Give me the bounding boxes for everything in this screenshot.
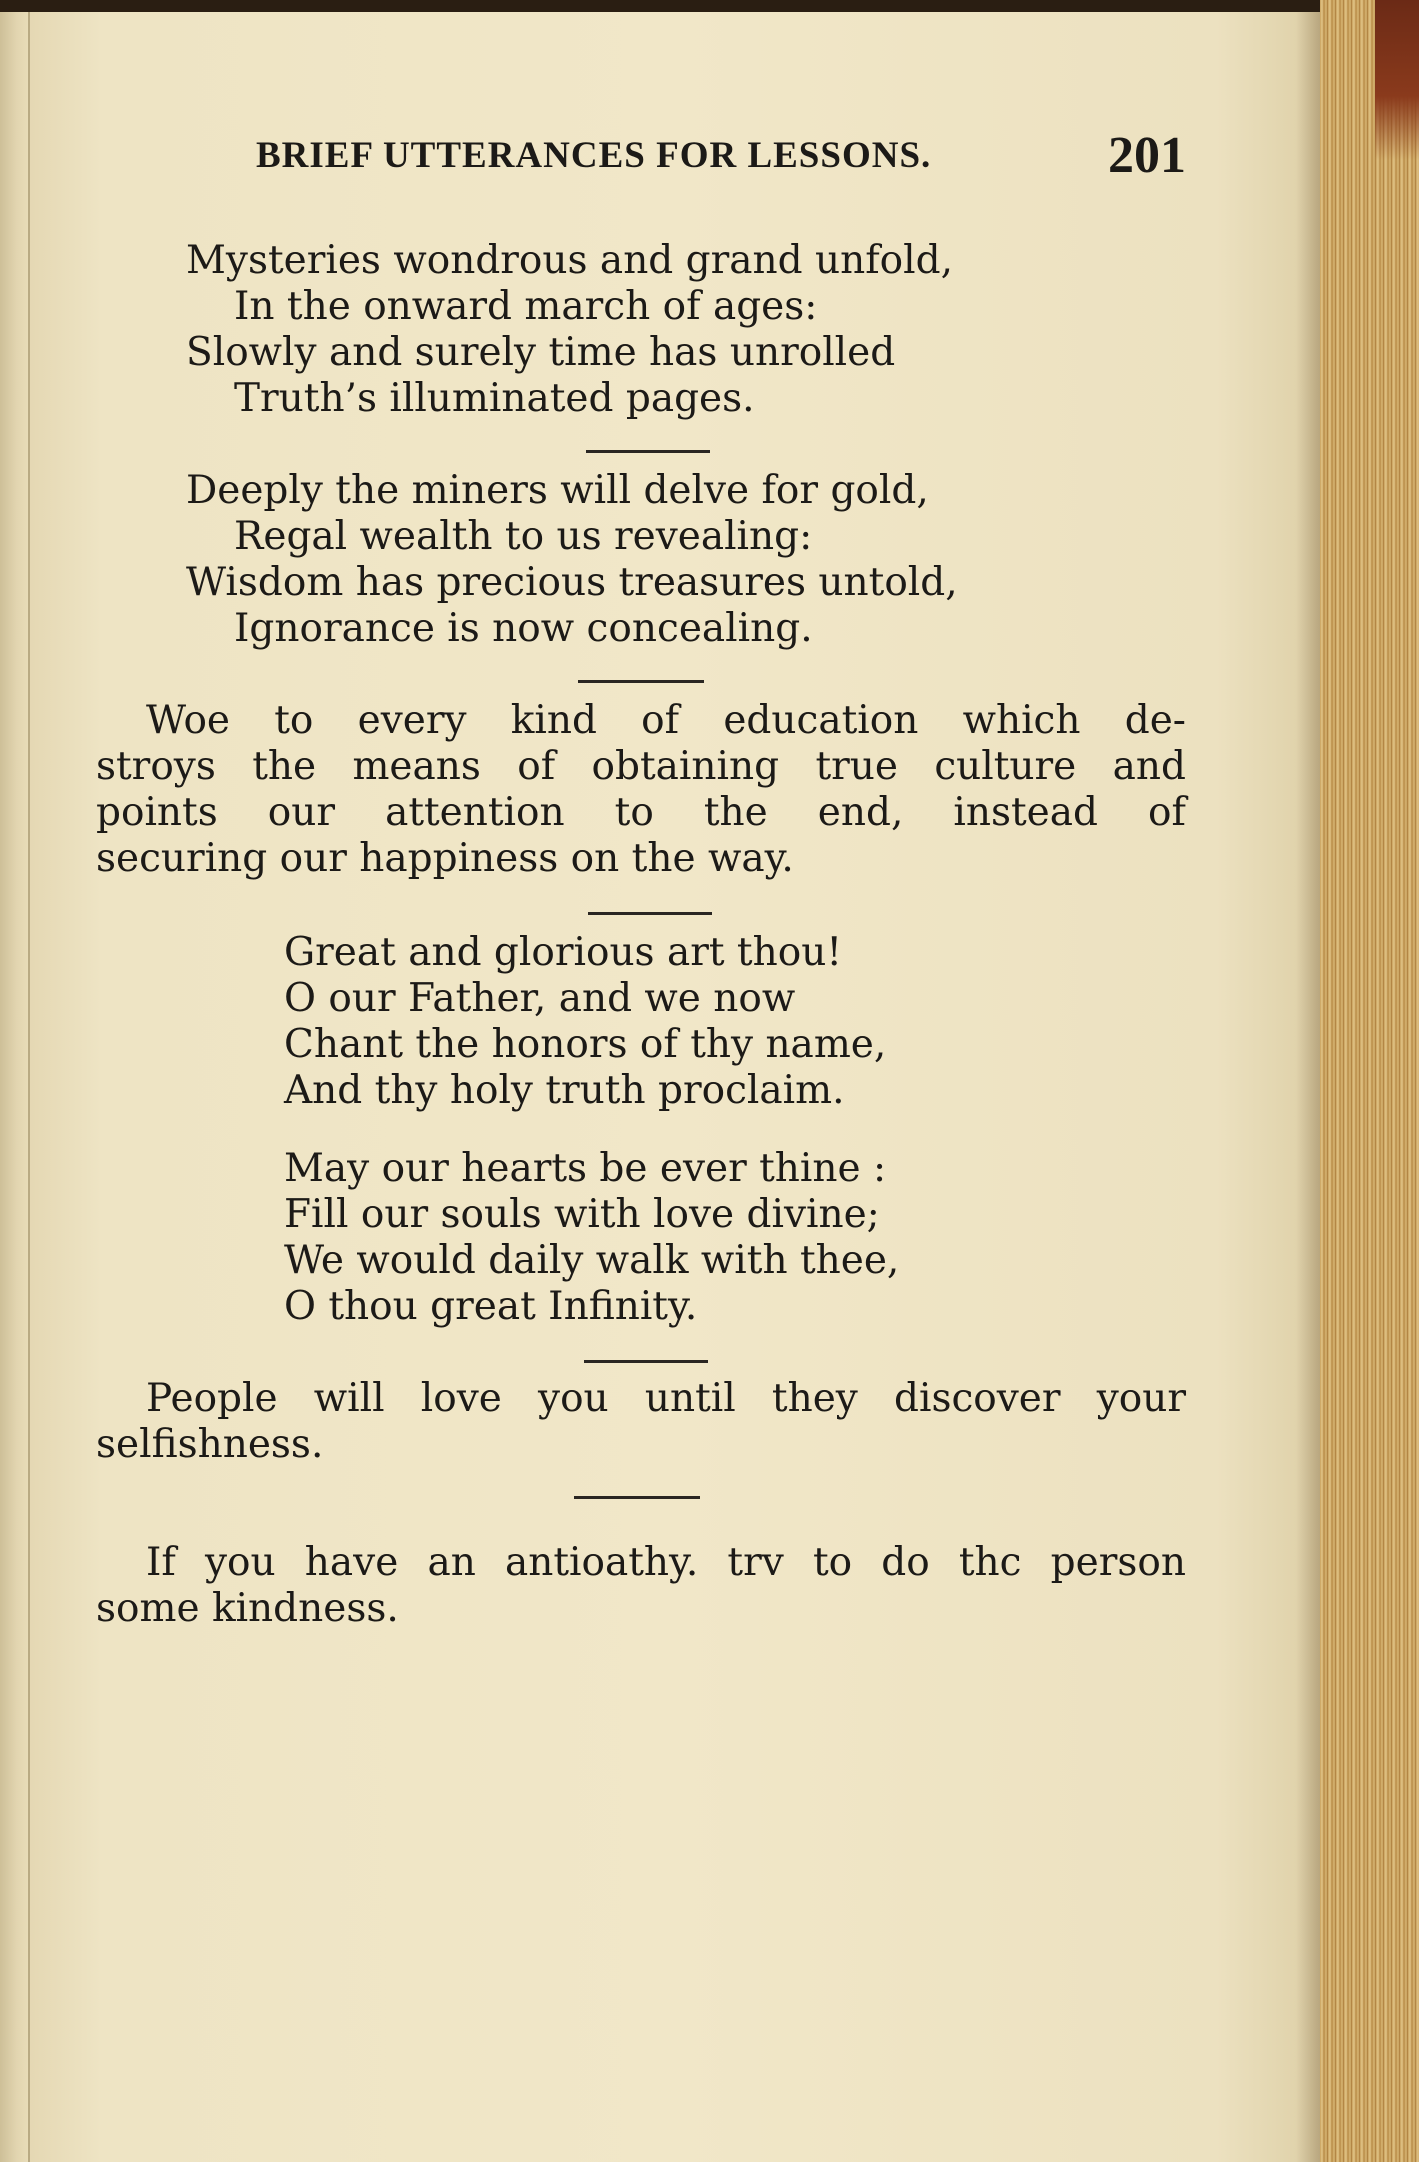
paragraph-selfishness [96, 1376, 1186, 1468]
page-left-edge [0, 0, 30, 2162]
verse-line: Fill our souls with love divine; [284, 1192, 880, 1237]
page-number: 201 [1108, 127, 1186, 184]
verse-line: Chant the honors of thy name, [284, 1022, 887, 1067]
verse-line: O our Father, and we now [284, 976, 796, 1021]
verse-line: And thy holy truth proclaim. [284, 1068, 845, 1113]
verse-line: Wisdom has precious treasures untold, [186, 560, 958, 605]
prose-line: Woe to every kind of education which de- [146, 698, 1186, 743]
verse-line: Regal wealth to us revealing: [234, 514, 813, 559]
section-divider [584, 1360, 708, 1363]
section-divider [578, 680, 704, 683]
verse-line: In the onward march of ages: [234, 284, 818, 329]
verse-line: Truth’s illuminated pages. [234, 376, 755, 421]
prose-line: If you have an antiоathy. trv to do thc person [146, 1540, 1186, 1585]
verse-line: We would daily walk with thee, [284, 1238, 900, 1283]
prose-line: some kindness. [96, 1586, 399, 1631]
page-top-edge [0, 0, 1340, 12]
prose-line: points our attention to the end, instead of [96, 790, 1186, 835]
verse-line: Deeply the miners will delve for gold, [186, 468, 929, 513]
verse-line: Great and glorious art thou! [284, 930, 842, 975]
prose-line: securing our happiness on the way. [96, 836, 794, 881]
section-divider [574, 1496, 700, 1499]
stanza-miners [186, 468, 958, 652]
prose-line: stroys the means of obtaining true culture and [96, 744, 1186, 789]
paragraph-antipathy [96, 1540, 1186, 1632]
prose-line: selfishness. [96, 1422, 324, 1467]
verse-line: Mysteries wondrous and grand unfold, [186, 238, 953, 283]
page-edges [1320, 0, 1419, 2162]
verse-line: May our hearts be ever thine : [284, 1146, 887, 1191]
verse-line: Ignorance is now concealing. [234, 606, 813, 651]
stanza-mysteries [186, 238, 953, 422]
verse-line: Slowly and surely time has unrolled [186, 330, 896, 375]
prose-line: People will love you until they discover your [146, 1376, 1186, 1421]
paragraph-education [96, 698, 1186, 882]
running-header [256, 126, 1186, 186]
verse-line: O thou great Infinity. [284, 1284, 698, 1329]
section-divider [586, 450, 710, 453]
section-divider [588, 912, 712, 915]
hymn-verse-1 [284, 930, 886, 1114]
binding-corner [1375, 0, 1419, 160]
running-title: BRIEF UTTERANCES FOR LESSONS. [256, 135, 932, 176]
hymn-verse-2 [284, 1146, 899, 1330]
